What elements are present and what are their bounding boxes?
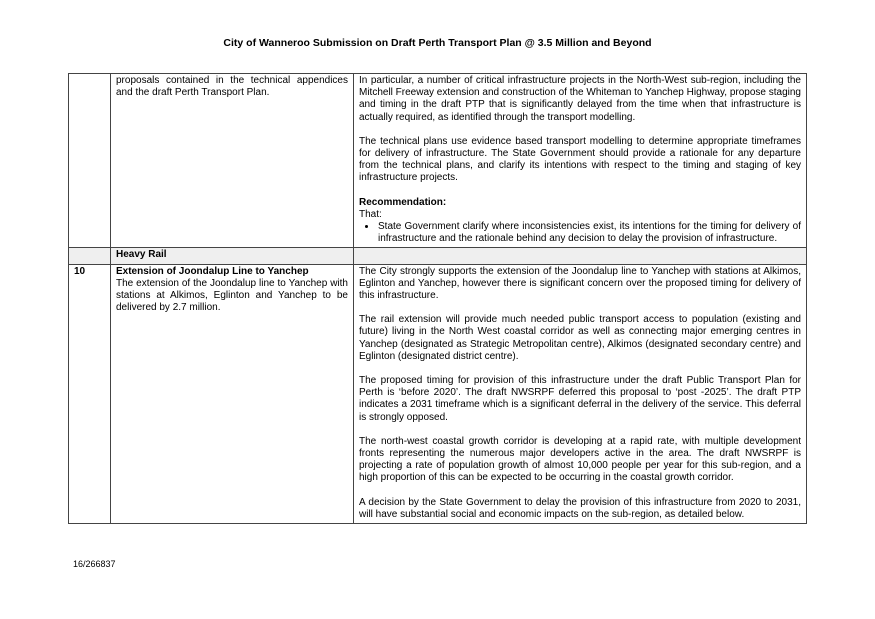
proposal-cell (111, 264, 354, 523)
response-paragraph: In particular, a number of critical infrastructure projects in the North-West sub-region, including the Mitchell Freeway extension and construction of the Whiteman to Yanchep Highway, propose staging and timing in the draft PTP that is significantly delayed from the time when that infrastructure is actually required, as identified through the transport modelling. (359, 75, 801, 123)
response-paragraph: The City strongly supports the extension of the Joondalup line to Yanchep with stations at Alkimos, Eglinton and Yanchep, however there is significant concern over the proposed timing for delivery of this infrastructure. (359, 265, 801, 302)
proposal-text: proposals contained in the technical appendices and the draft Perth Transport Plan. (116, 75, 348, 99)
response-paragraph: The rail extension will provide much needed public transport access to population (existing and future) living in the North West coastal corridor as well as connecting major emerging centres in Yanchep (designated as Strategic Metropolitan centre), Alkimos (designated secondary centre) and Eglinton (designated district centre). (359, 314, 801, 362)
response-cell (354, 264, 807, 523)
response-paragraph: The proposed timing for provision of this infrastructure under the draft Public Transport Plan for Perth is ‘before 2020’. The draft NWSRPF deferred this proposal to ‘post -2025’. The draft PTP indicates a 2031 timeframe which is a significant deferral in the delivery of the service. This deferral is strongly opposed. (359, 375, 801, 423)
recommendation-heading: Recommendation: (359, 196, 447, 208)
response-paragraph: The north-west coastal growth corridor is developing at a rapid rate, with multiple development fronts representing the numerous major developers active in the area. The draft NWSRPF is projecting a rate of population growth of almost 10,000 people per year for this sub-region, and a high proportion of this can be expected to be occurring in the coastal growth corridor. (359, 435, 801, 484)
table-row (69, 264, 807, 523)
proposal-text: The extension of the Joondalup line to Yanchep with stations at Alkimos, Eglinton and Yanchep to be delivered by 2.7 million. (116, 277, 348, 314)
table-row (69, 74, 807, 248)
response-cell (354, 248, 807, 264)
section-heading: Heavy Rail (111, 248, 354, 264)
recommendation-bullet: • State Government clarify where inconsistencies exist, its intentions for the timing for delivery of infrastructure and the rationale behind any decision to delay the provision of infrastructure. (377, 221, 801, 245)
item-number-cell (69, 74, 111, 248)
section-row (69, 248, 807, 264)
document-reference: 16/266837 (73, 559, 116, 569)
recommendation-list (359, 221, 801, 245)
recommendation-intro: That: (359, 208, 382, 220)
proposal-cell (111, 74, 354, 248)
page-title: City of Wanneroo Submission on Draft Perth Transport Plan @ 3.5 Million and Beyond (223, 37, 652, 49)
response-paragraph: A decision by the State Government to delay the provision of this infrastructure from 2020 to 2031, will have substantial social and economic impacts on the sub-region, as detailed below. (359, 496, 801, 520)
item-number-cell: 10 (69, 264, 111, 523)
response-paragraph: The technical plans use evidence based transport modelling to determine appropriate timeframes for delivery of infrastructure. The State Government should provide a rationale for any departure from the technical plans, and clarify its intentions with respect to the timing and staging of key infrastructure projects. (359, 135, 801, 184)
item-number-cell (69, 248, 111, 264)
proposal-title: Extension of Joondalup Line to Yanchep (116, 265, 309, 277)
response-cell (354, 74, 807, 248)
submission-table (68, 73, 807, 524)
